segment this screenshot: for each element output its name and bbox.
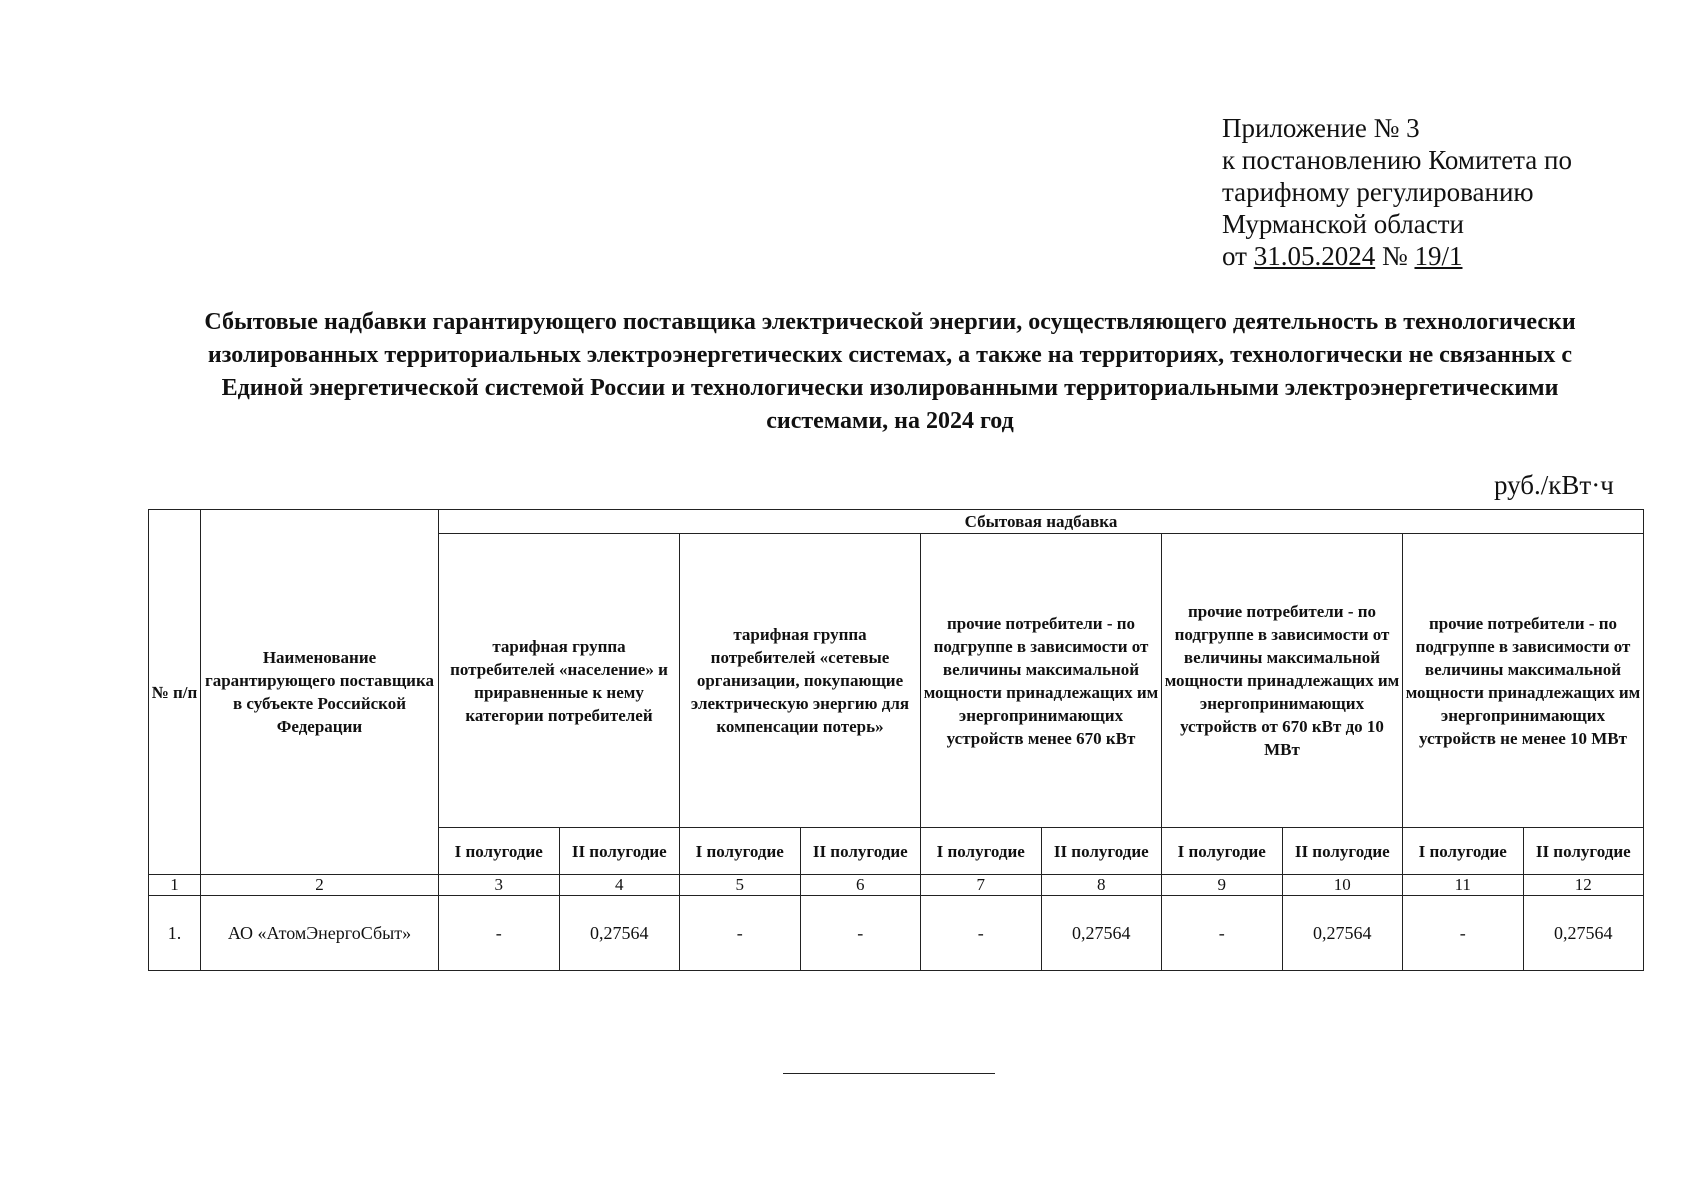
header-half-2: II полугодие bbox=[800, 828, 921, 875]
column-number: 6 bbox=[800, 875, 921, 896]
header-supplier-name: Наименование гарантирующего поставщика в субъекте Российской Федерации bbox=[201, 510, 439, 875]
appendix-line2: к постановлению Комитета по bbox=[1222, 145, 1572, 175]
value-cell: - bbox=[921, 896, 1042, 971]
column-number: 1 bbox=[149, 875, 201, 896]
column-number: 9 bbox=[1162, 875, 1283, 896]
column-number: 11 bbox=[1403, 875, 1524, 896]
supplier-name: АО «АтомЭнергоСбыт» bbox=[201, 896, 439, 971]
appendix-line4: Мурманской области bbox=[1222, 209, 1464, 239]
header-group-under-670: прочие потребители - по подгруппе в зависимости от величины максимальной мощности принадлежащих им энергопринимающих устройств менее 670 кВт bbox=[921, 534, 1162, 828]
header-markup: Сбытовая надбавка bbox=[439, 510, 1644, 534]
value-cell: - bbox=[1162, 896, 1283, 971]
unit-label: руб./кВт·ч bbox=[1494, 470, 1614, 500]
resolution-date: 31.05.2024 bbox=[1253, 241, 1376, 271]
value-cell: - bbox=[680, 896, 801, 971]
column-number: 3 bbox=[439, 875, 560, 896]
value-cell: 0,27564 bbox=[1041, 896, 1162, 971]
header-half-1: I полугодие bbox=[1403, 828, 1524, 875]
header-group-network: тарифная группа потребителей «сетевые организации, покупающие электрическую энергию для компенсации потерь» bbox=[680, 534, 921, 828]
value-cell: 0,27564 bbox=[1523, 896, 1644, 971]
row-number: 1. bbox=[149, 896, 201, 971]
value-cell: - bbox=[439, 896, 560, 971]
column-number: 4 bbox=[559, 875, 680, 896]
value-cell: - bbox=[1403, 896, 1524, 971]
markup-table bbox=[148, 509, 1644, 971]
header-half-1: I полугодие bbox=[680, 828, 801, 875]
header-group-population: тарифная группа потребителей «население» и приравненные к нему категории потребителей bbox=[439, 534, 680, 828]
header-half-2: II полугодие bbox=[1282, 828, 1403, 875]
column-number: 8 bbox=[1041, 875, 1162, 896]
table-row bbox=[149, 896, 1644, 971]
markup-table-wrap bbox=[148, 509, 1644, 971]
appendix-date-line bbox=[1222, 240, 1572, 272]
column-number: 5 bbox=[680, 875, 801, 896]
column-number: 12 bbox=[1523, 875, 1644, 896]
appendix-line1: Приложение № 3 bbox=[1222, 113, 1420, 143]
value-cell: 0,27564 bbox=[1282, 896, 1403, 971]
column-number: 2 bbox=[201, 875, 439, 896]
header-half-2: II полугодие bbox=[1523, 828, 1644, 875]
column-number: 10 bbox=[1282, 875, 1403, 896]
header-half-1: I полугодие bbox=[921, 828, 1042, 875]
date-prefix: от bbox=[1222, 241, 1254, 271]
signature-divider bbox=[783, 1073, 995, 1074]
header-half-1: I полугодие bbox=[439, 828, 560, 875]
number-prefix: № bbox=[1375, 241, 1415, 271]
header-half-2: II полугодие bbox=[559, 828, 680, 875]
header-group-670-10: прочие потребители - по подгруппе в зависимости от величины максимальной мощности принадлежащих им энергопринимающих устройств от 670 кВт до 10 МВт bbox=[1162, 534, 1403, 828]
appendix-line3: тарифному регулированию bbox=[1222, 177, 1534, 207]
appendix-block bbox=[1222, 112, 1572, 272]
value-cell: - bbox=[800, 896, 921, 971]
column-number: 7 bbox=[921, 875, 1042, 896]
document-title: Сбытовые надбавки гарантирующего поставщика электрической энергии, осуществляющего деятельность в технологически изолированных территориальных электроэнергетических системах, а также на территориях, технологически не связанных с Единой энергетической системой России и технологически изолированными территориальными электроэнергетическими системами, на 2024 год bbox=[204, 309, 1576, 434]
header-number: № п/п bbox=[149, 510, 201, 875]
header-group-over-10: прочие потребители - по подгруппе в зависимости от величины максимальной мощности принадлежащих им энергопринимающих устройств не менее 10 МВт bbox=[1403, 534, 1644, 828]
resolution-number: 19/1 bbox=[1414, 241, 1463, 271]
header-half-2: II полугодие bbox=[1041, 828, 1162, 875]
header-half-1: I полугодие bbox=[1162, 828, 1283, 875]
value-cell: 0,27564 bbox=[559, 896, 680, 971]
